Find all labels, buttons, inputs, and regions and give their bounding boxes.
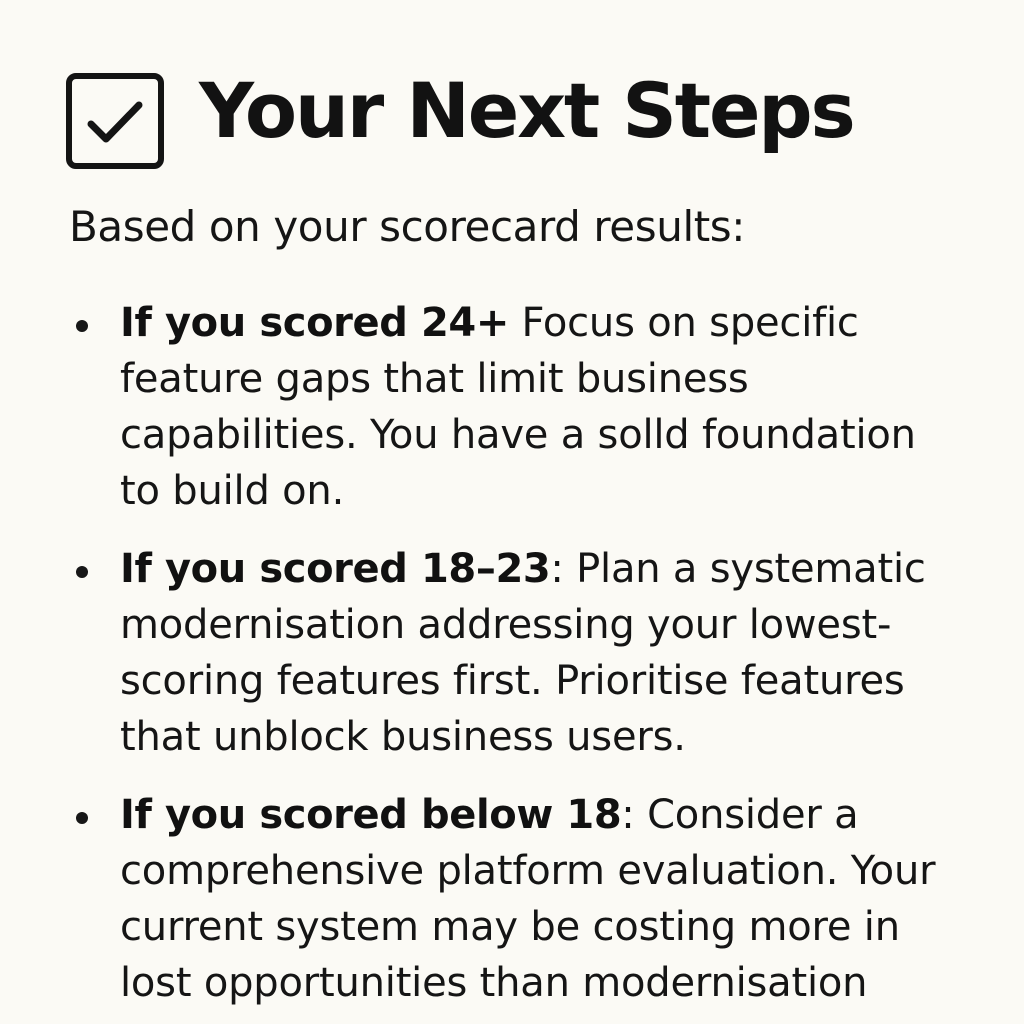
step-line: capabilities. You have a solld foundation: [120, 412, 916, 458]
step-line: current system may be costing more in: [120, 904, 900, 950]
step-text: [120, 787, 970, 1011]
step-label: If you scored below 18: [120, 792, 622, 838]
step-line: to build on.: [120, 468, 345, 514]
step-line-text: : Consider a: [621, 792, 859, 838]
step-line-text: : Plan a systematic: [550, 546, 926, 592]
step-text: [120, 541, 970, 765]
bullet-icon: [76, 812, 88, 824]
page-title: Your Next Steps: [199, 66, 854, 155]
step-line: comprehensive platform evaluation. Your: [120, 848, 936, 894]
step-line: [120, 295, 970, 351]
bullet-icon: [76, 320, 88, 332]
step-line: scoring features first. Prioritise features: [120, 658, 905, 704]
step-line: that unblock business users.: [120, 714, 686, 760]
step-line: feature gaps that limit business: [120, 356, 749, 402]
header: [66, 66, 966, 170]
step-text: [120, 295, 970, 519]
step-line-text: Focus on specific: [508, 300, 859, 346]
step-label: If you scored 18–23: [120, 546, 551, 592]
step-line: modernisation addressing your lowest-: [120, 602, 892, 648]
step-label: If you scored 24+: [120, 300, 509, 346]
step-line: [120, 541, 970, 597]
checkbox-icon: [66, 73, 164, 169]
bullet-icon: [76, 566, 88, 578]
step-line: [120, 787, 970, 843]
step-line: lost opportunities than modernisation: [120, 960, 868, 1006]
intro-text: Based on your scorecard results:: [69, 202, 746, 251]
